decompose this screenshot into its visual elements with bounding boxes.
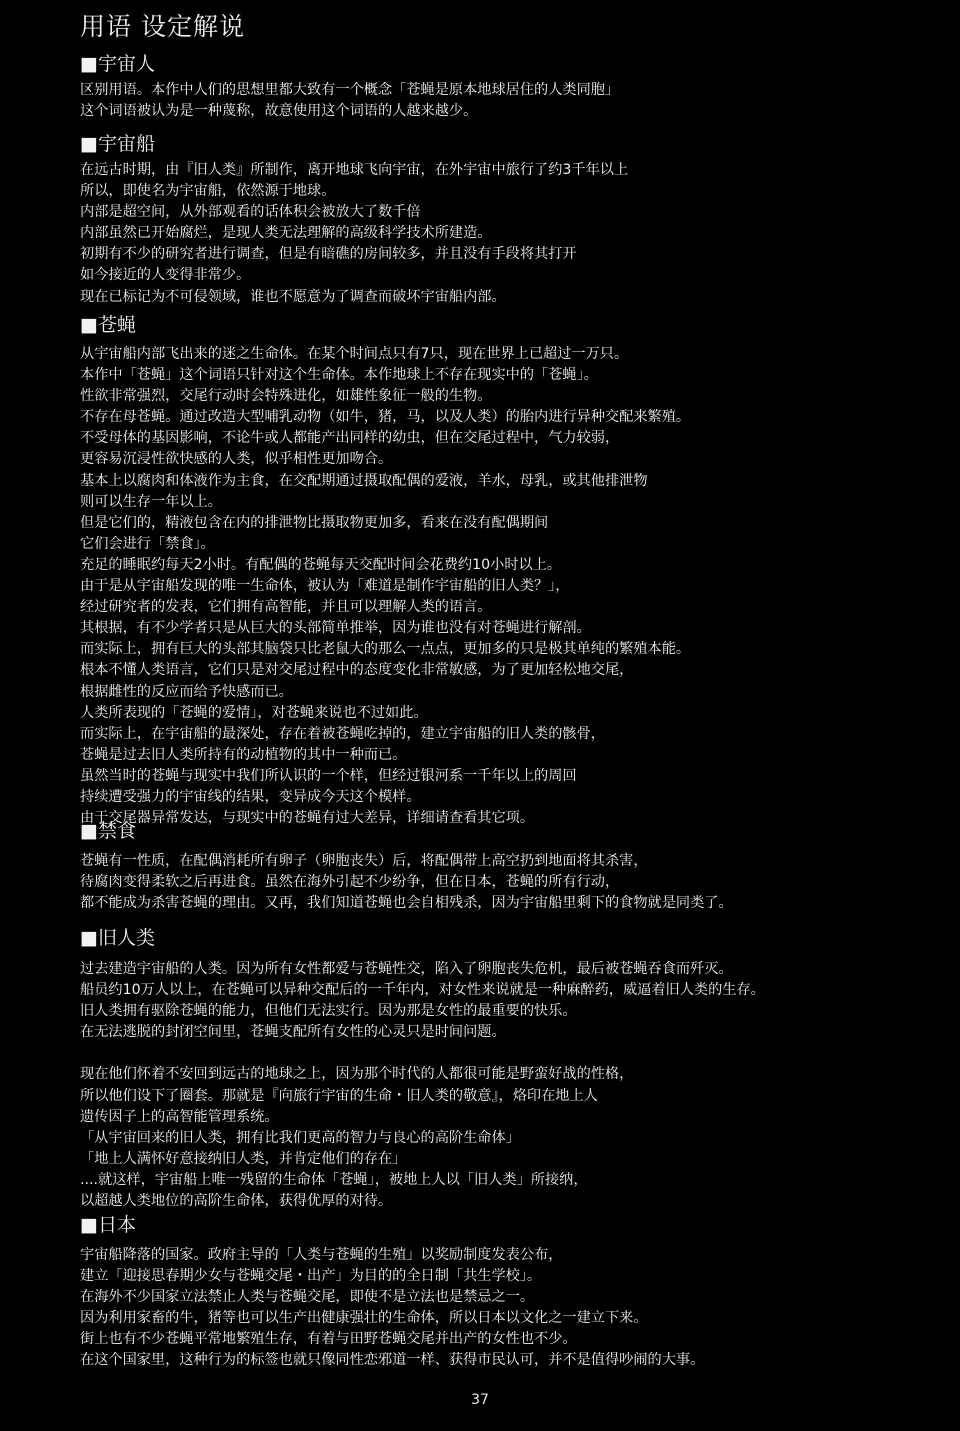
text-line: 因为利用家畜的牛，猪等也可以生产出健康强壮的生命体，所以日本以文化之一建立下来。 [80,1310,648,1327]
section-body-fly [80,344,940,829]
text-line: 如今接近的人变得非常少。 [80,267,251,284]
text-line: 苍蝇是过去旧人类所持有的动植物的其中一种而已。 [80,746,407,763]
text-line: 过去建造宇宙船的人类。因为所有女性都爱与苍蝇性交，陷入了卵胞丧失危机，最后被苍蝇吞食而歼灭。 [80,961,733,977]
text-line: 充足的睡眠约每天2小时。有配偶的苍蝇每天交配时间会花费约10小时以上。 [80,556,562,573]
text-line: 内部是超空间，从外部观看的话体积会被放大了数千倍 [80,204,421,221]
text-line: 「地上人满怀好意接纳旧人类，并肯定他们的存在」 [80,1150,407,1167]
text-line: 在远古时期，由『旧人类』所制作，离开地球飞向宇宙，在外宇宙中旅行了约3千年以上 [80,162,629,178]
text-line: 性欲非常强烈，交尾行动时会特殊进化，如雄性象征一般的生物。 [80,388,492,405]
text-line: 苍蝇有一性质，在配偶消耗所有卵子（卵胞丧失）后，将配偶带上高空扔到地面将其杀害， [80,853,648,869]
text-line: 它们会进行「禁食」。 [80,535,215,552]
section-body-spaceship [80,160,940,308]
text-line: 经过研究者的发表，它们拥有高智能，并且可以理解人类的语言。 [80,599,492,616]
text-line: 旧人类拥有驱除苍蝇的能力，但他们无法实行。因为那是女性的最重要的快乐。 [80,1003,577,1020]
text-line: 而实际上，在宇宙船的最深处，存在着被苍蝇吃掉的，建立宇宙船的旧人类的骸骨， [80,725,605,742]
text-line: 待腐肉变得柔软之后再进食。虽然在海外引起不少纷争，但在日本，苍蝇的所有行动， [80,874,620,891]
text-line: 但是它们的，精液包含在内的排泄物比摄取物更加多，看来在没有配偶期间 [80,514,549,531]
text-line: ....就这样，宇宙船上唯一残留的生命体「苍蝇」，被地上人以「旧人类」所接纳， [80,1171,588,1188]
text-line: 在无法逃脱的封闭空间里，苍蝇支配所有女性的心灵只是时间问题。 [80,1024,506,1041]
text-line: 根据雌性的反应而给予快感而已。 [80,683,293,700]
text-line: 本作中「苍蝇」这个词语只针对这个生命体。本作地球上不存在现实中的「苍蝇」。 [80,367,598,384]
text-line: 初期有不少的研究者进行调查，但是有暗礁的房间较多，并且没有手段将其打开 [80,246,577,263]
section-heading-old-humans: ■旧人类 [80,927,155,949]
text-line: 船员约10万人以上，在苍蝇可以异种交配后的一千年内，对女性来说就是一种麻醉药，威逼着旧人类的生存。 [80,982,765,999]
section-body-uchuujin [80,80,940,122]
text-line: 所以，即使名为宇宙船，依然源于地球。 [80,183,336,200]
section-heading-uchuujin: ■宇宙人 [80,53,155,75]
text-line: 都不能成为杀害苍蝇的理由。又再，我们知道苍蝇也会自相残杀，因为宇宙船里剩下的食物就是同类了。 [80,895,733,912]
text-line: 虽然当时的苍蝇与现实中我们所认识的一个样，但经过银河系一千年以上的周回 [80,767,577,784]
text-line: 街上也有不少苍蝇平常地繁殖生存，有着与田野苍蝇交尾并出产的女性也不少。 [80,1331,577,1348]
text-line: 内部虽然已开始腐烂，是现人类无法理解的高级科学技术所建造。 [80,225,492,242]
text-line: 以超越人类地位的高阶生命体，获得优厚的对待。 [80,1193,393,1210]
text-line: 而实际上，拥有巨大的头部其脑袋只比老鼠大的那么一点点，更加多的只是极其单纯的繁殖本能。 [80,641,691,658]
text-line: 更容易沉浸性欲快感的人类，似乎相性更加吻合。 [80,451,393,468]
text-line: 人类所表现的「苍蝇的爱情」，对苍蝇来说也不过如此。 [80,704,428,721]
text-line: 遗传因子上的高智能管理系统。 [80,1108,279,1125]
text-line: 在海外不少国家立法禁止人类与苍蝇交尾，即使不是立法也是禁忌之一。 [80,1289,535,1306]
text-line: 「从宇宙回来的旧人类，拥有比我们更高的智力与良心的高阶生命体」 [80,1129,520,1146]
section-body-fasting [80,851,940,914]
page-number: 37 [471,1392,489,1408]
section-heading-spaceship: ■宇宙船 [80,133,155,155]
section-heading-fasting: ■禁食 [80,820,136,842]
text-line: 在这个国家里，这种行为的标签也就只像同性恋邪道一样、获得市民认可，并不是值得吵闹的大事。 [80,1352,705,1369]
page-title: 用语 设定解说 [80,12,245,41]
text-line: 则可以生存一年以上。 [80,493,222,510]
text-line: 不存在母苍蝇。通过改造大型哺乳动物（如牛，猪，马，以及人类）的胎内进行异种交配来繁殖。 [80,409,691,426]
text-line: 根本不懂人类语言，它们只是对交尾过程中的态度变化非常敏感，为了更加轻松地交尾， [80,662,634,679]
text-line: 区别用语。本作中人们的思想里都大致有一个概念「苍蝇是原本地球居住的人类同胞」 [80,82,620,98]
paragraph-gap [80,1043,940,1064]
text-line: 不受母体的基因影响，不论牛或人都能产出同样的幼虫，但在交尾过程中，气力较弱， [80,430,620,447]
text-line: 由于是从宇宙船发现的唯一生命体，被认为「难道是制作宇宙船的旧人类？」， [80,578,570,595]
text-line: 其根据，有不少学者只是从巨大的头部简单推举，因为谁也没有对苍蝇进行解剖。 [80,620,591,637]
text-line: 从宇宙船内部飞出来的迷之生命体。在某个时间点只有7只，现在世界上已超过一万只。 [80,346,629,362]
text-line: 持续遭受强力的宇宙线的结果，变异成今天这个模样。 [80,788,421,805]
section-heading-japan: ■日本 [80,1214,136,1236]
text-line: 建立「迎接思春期少女与苍蝇交尾・出产」为目的的全日制「共生学校」。 [80,1268,542,1285]
text-line: 由于交尾器异常发达，与现实中的苍蝇有过大差异，详细请查看其它项。 [80,810,535,827]
section-body-old-humans [80,959,940,1212]
section-heading-fly: ■苍蝇 [80,314,136,336]
text-line: 基本上以腐肉和体液作为主食，在交配期通过摄取配偶的爱液，羊水，母乳，或其他排泄物 [80,472,648,489]
section-body-japan [80,1245,940,1372]
text-line: 这个词语被认为是一种蔑称，故意使用这个词语的人越来越少。 [80,103,478,120]
text-line: 现在他们怀着不安回到远古的地球之上，因为那个时代的人都很可能是野蛮好战的性格， [80,1066,634,1083]
text-line: 现在已标记为不可侵领域，谁也不愿意为了调查而破坏宇宙船内部。 [80,288,506,305]
text-line: 所以他们设下了圈套。那就是『向旅行宇宙的生命・旧人类的敬意』，烙印在地上人 [80,1087,598,1104]
text-line: 宇宙船降落的国家。政府主导的「人类与苍蝇的生殖」以奖励制度发表公布， [80,1247,563,1263]
